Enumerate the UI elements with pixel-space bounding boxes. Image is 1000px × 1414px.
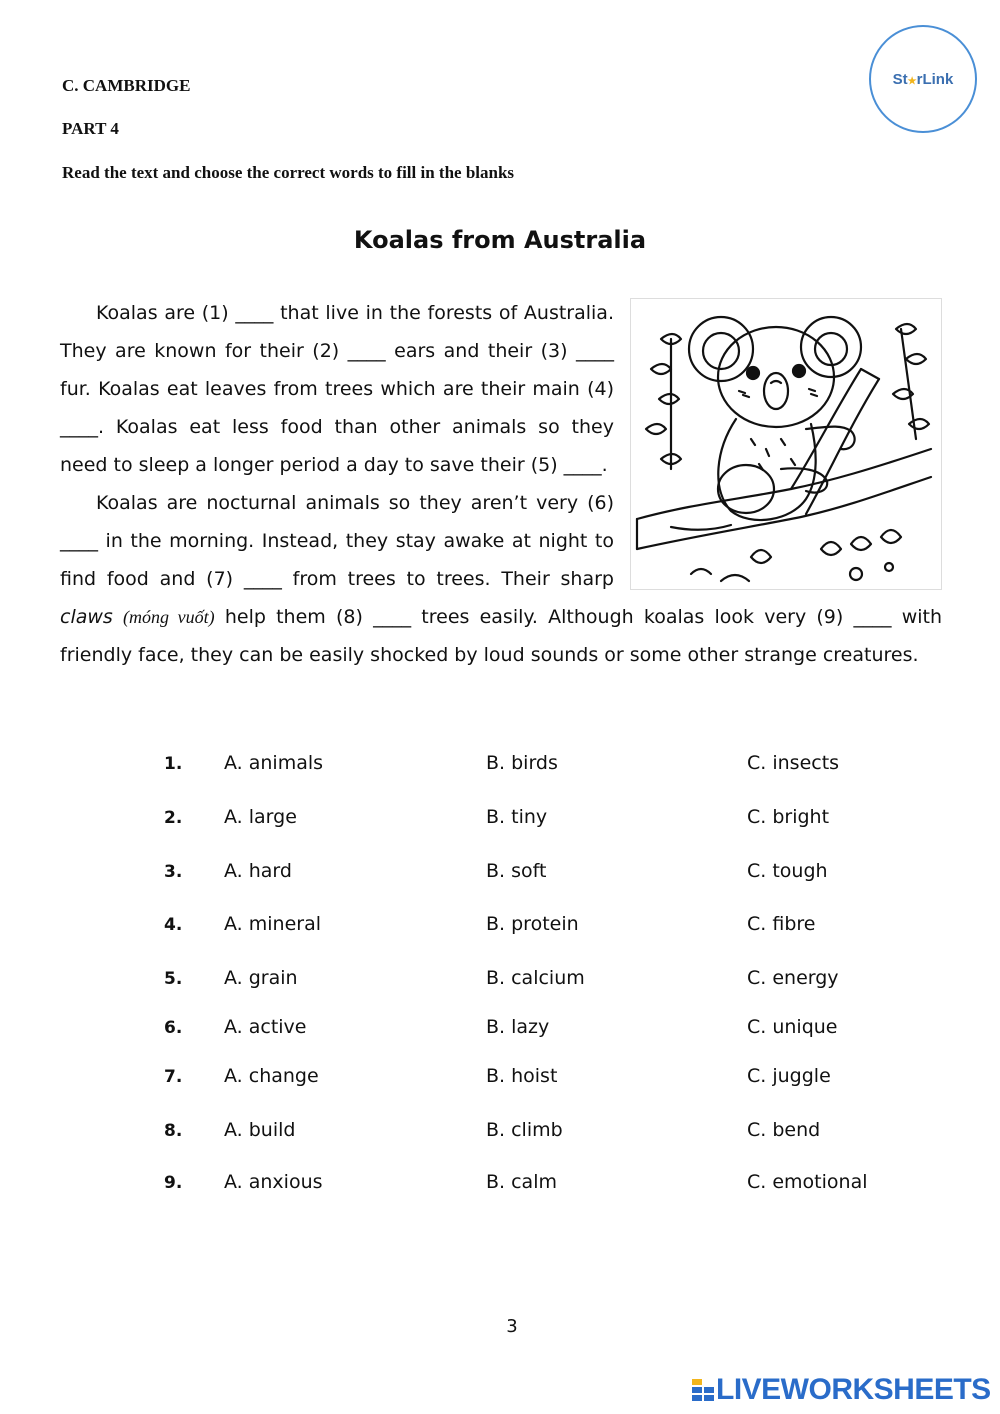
question-row (164, 806, 924, 836)
option-b[interactable]: B. climb (486, 1119, 563, 1141)
question-number: 1. (164, 754, 183, 774)
liveworksheets-logo: LIVEWORKSHEETS (692, 1373, 991, 1407)
option-c[interactable]: C. insects (747, 752, 840, 774)
claws-word: claws (60, 606, 113, 628)
option-c[interactable]: C. bend (747, 1119, 821, 1141)
question-row (164, 1119, 924, 1149)
question-number: 8. (164, 1121, 183, 1141)
question-row (164, 913, 924, 943)
option-b[interactable]: B. protein (486, 913, 579, 935)
option-b[interactable]: B. soft (486, 860, 547, 882)
question-row (164, 1171, 924, 1201)
passage-paragraph-1: Koalas are (1) ____ that live in the forests of Australia. They are known for their (2) ____ ears and their (3) ____ fur. Koalas eat leaves from trees which are their main (4) ____. Koalas eat less food than other animals so they need to sleep a longer period a day to save their (5) ____. (60, 302, 614, 476)
option-b[interactable]: B. tiny (486, 806, 548, 828)
section-label: C. CAMBRIDGE (62, 76, 191, 95)
star-icon: ★ (907, 75, 917, 87)
question-number: 2. (164, 808, 183, 828)
option-a[interactable]: A. grain (224, 967, 298, 989)
option-c[interactable]: C. energy (747, 967, 839, 989)
question-number: 3. (164, 862, 183, 882)
option-c[interactable]: C. tough (747, 860, 828, 882)
koala-illustration (630, 298, 942, 590)
option-b[interactable]: B. lazy (486, 1016, 550, 1038)
question-number: 5. (164, 969, 183, 989)
option-b[interactable]: B. calcium (486, 967, 585, 989)
option-a[interactable]: A. animals (224, 752, 324, 774)
option-a[interactable]: A. large (224, 806, 297, 828)
question-number: 4. (164, 915, 183, 935)
option-a[interactable]: A. hard (224, 860, 292, 882)
option-a[interactable]: A. change (224, 1065, 319, 1087)
option-c[interactable]: C. emotional (747, 1171, 868, 1193)
question-number: 9. (164, 1173, 183, 1193)
question-row (164, 860, 924, 890)
option-b[interactable]: B. calm (486, 1171, 557, 1193)
option-a[interactable]: A. build (224, 1119, 296, 1141)
page-number: 3 (506, 1316, 518, 1337)
question-row (164, 1065, 924, 1095)
option-a[interactable]: A. anxious (224, 1171, 323, 1193)
reading-passage (60, 294, 942, 674)
liveworksheets-icon (692, 1377, 716, 1403)
option-c[interactable]: C. unique (747, 1016, 838, 1038)
option-a[interactable]: A. active (224, 1016, 307, 1038)
option-b[interactable]: B. birds (486, 752, 558, 774)
part-label: PART 4 (62, 119, 119, 138)
page-title: Koalas from Australia (353, 226, 647, 254)
question-row (164, 752, 924, 782)
instruction-text: Read the text and choose the correct words to fill in the blanks (62, 163, 515, 182)
question-number: 7. (164, 1067, 183, 1087)
option-a[interactable]: A. mineral (224, 913, 321, 935)
option-b[interactable]: B. hoist (486, 1065, 558, 1087)
option-c[interactable]: C. bright (747, 806, 830, 828)
question-row (164, 967, 924, 997)
option-c[interactable]: C. juggle (747, 1065, 831, 1087)
question-row (164, 1016, 924, 1046)
starlink-logo: St★rLink (869, 25, 977, 133)
option-c[interactable]: C. fibre (747, 913, 816, 935)
vietnamese-gloss: (móng vuốt) (123, 607, 215, 627)
question-number: 6. (164, 1018, 183, 1038)
passage-paragraph-2: Koalas are nocturnal animals so they aren’t very (6) ____ in the morning. Instead, they stay awake at night to find food and (7) ____ from trees to trees. Their sharp claws (móng vuốt) help them (8) ____ trees easily. Although koalas look very (9) ____ with friendly face, they can be easily shocked by loud sounds or some other strange creatures. (60, 492, 943, 666)
